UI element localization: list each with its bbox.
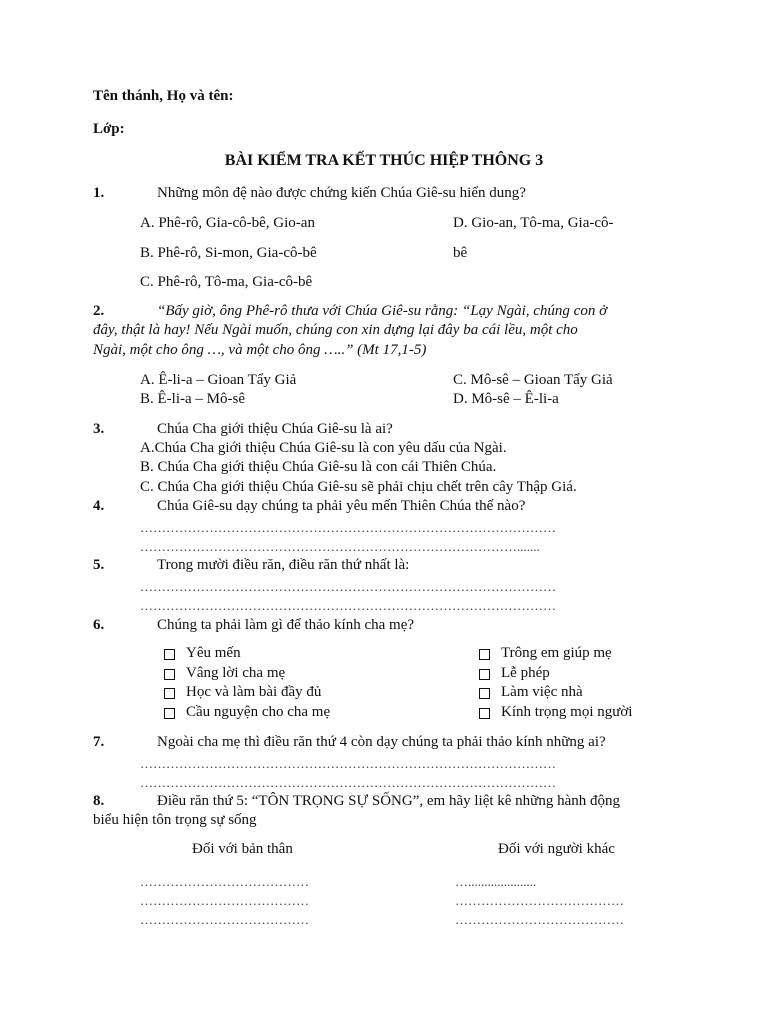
q8-self-line-1[interactable]: …………………………………	[140, 874, 309, 889]
question-number-8: 8.	[93, 793, 105, 809]
checkbox-icon[interactable]	[164, 708, 175, 719]
q4-answer-line-1[interactable]: ……………………………………………………………………………………	[140, 520, 556, 535]
column-heading-others: Đối với người khác	[498, 841, 615, 857]
question-number-2: 2.	[93, 303, 105, 319]
q3-option-a: A.Chúa Cha giới thiệu Chúa Giê-su là con yêu dấu của Ngài.	[140, 440, 507, 456]
checkbox-icon[interactable]	[479, 688, 490, 699]
q8-others-line-2[interactable]: …………………………………	[455, 893, 624, 908]
question-text-7: Ngoài cha mẹ thì điều răn thứ 4 còn dạy chúng ta phải thảo kính những ai?	[157, 734, 606, 750]
q7-answer-line-2[interactable]: ……………………………………………………………………………………	[140, 775, 556, 790]
question-number-4: 4.	[93, 498, 105, 514]
q7-answer-line-1[interactable]: ……………………………………………………………………………………	[140, 756, 556, 771]
q8-self-line-3[interactable]: …………………………………	[140, 912, 309, 927]
question-text-1: Những môn đệ nào được chứng kiến Chúa Giê-su hiển dung?	[157, 185, 526, 201]
checkbox-icon[interactable]	[479, 649, 490, 660]
q3-option-b: B. Chúa Cha giới thiệu Chúa Giê-su là con cái Thiên Chúa.	[140, 459, 497, 475]
q4-answer-line-2[interactable]: …………………………………………………………………………….......	[140, 539, 540, 554]
question-number-3: 3.	[93, 421, 105, 437]
class-label: Lớp:	[93, 121, 125, 137]
q2-option-d: D. Mô-sê – Ê-li-a	[453, 391, 559, 407]
question-text-2-line1: “Bấy giờ, ông Phê-rô thưa với Chúa Giê-su rằng: “Lạy Ngài, chúng con ở	[157, 303, 608, 319]
question-text-2-line3: Ngài, một cho ông …, và một cho ông …..” (Mt 17,1-5)	[93, 342, 427, 358]
q2-option-b: B. Ê-li-a – Mô-sê	[140, 391, 245, 407]
question-text-3: Chúa Cha giới thiệu Chúa Giê-su là ai?	[157, 421, 393, 437]
question-text-2-line2: đây, thật là hay! Nếu Ngài muốn, chúng con xin dựng lại đây ba cái lều, một cho	[93, 322, 578, 338]
q5-answer-line-1[interactable]: ……………………………………………………………………………………	[140, 579, 556, 594]
question-text-5: Trong mười điều răn, điều răn thứ nhất là:	[157, 557, 410, 573]
q6-choice-right-1: Trông em giúp mẹ	[501, 645, 612, 661]
q6-choice-left-4: Cầu nguyện cho cha mẹ	[186, 704, 331, 720]
q8-others-line-1[interactable]: ….....................	[455, 874, 537, 889]
q6-choice-right-4: Kính trọng mọi người	[501, 704, 633, 720]
q1-option-c: C. Phê-rô, Tô-ma, Gia-cô-bê	[140, 274, 313, 290]
column-heading-self: Đối với bản thân	[192, 841, 293, 857]
question-number-6: 6.	[93, 617, 105, 633]
q6-choice-left-1: Yêu mến	[186, 645, 241, 661]
q6-choice-left-3: Học và làm bài đầy đủ	[186, 684, 322, 700]
checkbox-icon[interactable]	[164, 688, 175, 699]
q8-self-line-2[interactable]: …………………………………	[140, 893, 309, 908]
q2-option-c: C. Mô-sê – Gioan Tẩy Giả	[453, 372, 613, 388]
checkbox-icon[interactable]	[479, 669, 490, 680]
question-text-8-line1: Điều răn thứ 5: “TÔN TRỌNG SỰ SỐNG”, em hãy liệt kê những hành động	[157, 793, 620, 809]
q2-option-a: A. Ê-li-a – Gioan Tẩy Giả	[140, 372, 297, 388]
page-title: BÀI KIỂM TRA KẾT THÚC HIỆP THÔNG 3	[224, 152, 544, 169]
question-text-4: Chúa Giê-su dạy chúng ta phải yêu mến Thiên Chúa thế nào?	[157, 498, 526, 514]
question-text-8-line2: biểu hiện tôn trọng sự sống	[93, 812, 257, 828]
q8-others-line-3[interactable]: …………………………………	[455, 912, 624, 927]
q1-option-b: B. Phê-rô, Si-mon, Gia-cô-bê	[140, 245, 317, 261]
q6-choice-right-3: Làm việc nhà	[501, 684, 583, 700]
q6-choice-right-2: Lễ phép	[501, 665, 550, 681]
question-text-6: Chúng ta phải làm gì để thảo kính cha mẹ?	[157, 617, 415, 633]
q5-answer-line-2[interactable]: ……………………………………………………………………………………	[140, 598, 556, 613]
q6-choice-left-2: Vâng lời cha mẹ	[186, 665, 286, 681]
question-number-7: 7.	[93, 734, 105, 750]
q1-option-d-cont: bê	[453, 245, 468, 261]
question-number-1: 1.	[93, 185, 105, 201]
checkbox-icon[interactable]	[164, 649, 175, 660]
q1-option-a: A. Phê-rô, Gia-cô-bê, Gio-an	[140, 215, 315, 231]
q3-option-c: C. Chúa Cha giới thiệu Chúa Giê-su sẽ phải chịu chết trên cây Thập Giá.	[140, 479, 577, 495]
question-number-5: 5.	[93, 557, 105, 573]
name-label: Tên thánh, Họ và tên:	[93, 88, 234, 104]
checkbox-icon[interactable]	[479, 708, 490, 719]
q1-option-d: D. Gio-an, Tô-ma, Gia-cô-	[453, 215, 614, 231]
checkbox-icon[interactable]	[164, 669, 175, 680]
